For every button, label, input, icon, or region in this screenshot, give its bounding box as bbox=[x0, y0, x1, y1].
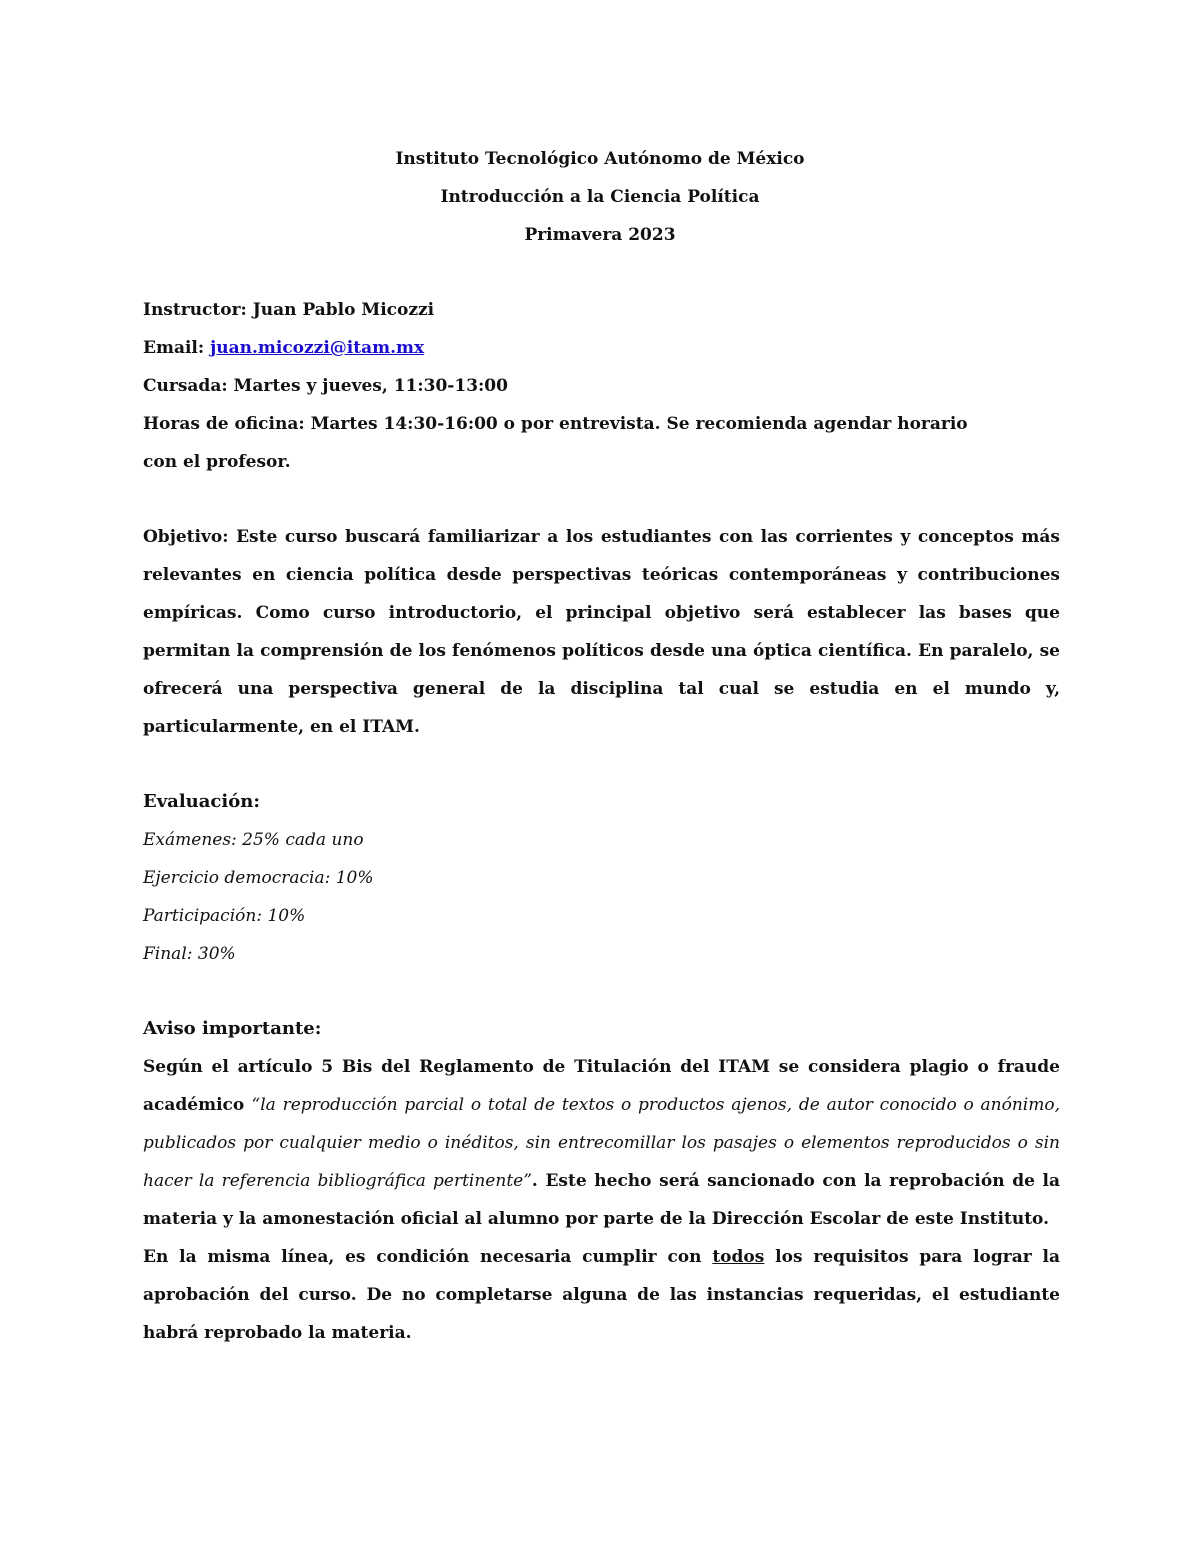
notice-paragraph-2 bbox=[143, 1238, 1060, 1352]
instructor-value: Juan Pablo Micozzi bbox=[246, 300, 435, 320]
email-line bbox=[143, 329, 1060, 367]
objective-paragraph bbox=[143, 518, 1060, 746]
notice-paragraph-1 bbox=[143, 1048, 1060, 1238]
evaluation-item: Final: 30% bbox=[143, 944, 236, 964]
email-link[interactable]: juan.micozzi@itam.mx bbox=[210, 338, 425, 358]
office-hours-value: Martes 14:30-16:00 o por entrevista. Se recomienda agendar horario con el profesor. bbox=[143, 414, 968, 472]
notice-requirement-start: En la misma línea, es condición necesaria cumplir con bbox=[143, 1247, 713, 1267]
notice-emphasis: todos bbox=[712, 1247, 765, 1267]
evaluation-title: Evaluación: bbox=[143, 791, 260, 812]
office-hours-line bbox=[143, 405, 1060, 481]
course-title: Introducción a la Ciencia Política bbox=[440, 187, 760, 207]
office-hours-label: Horas de oficina: bbox=[143, 414, 305, 434]
notice-title: Aviso importante: bbox=[143, 1018, 322, 1039]
notice-quote: “la reproducción parcial o total de textos o productos ajenos, de autor conocido o anónimo, publicados por cualquier medio o inéditos, sin entrecomillar los pasajes o elementos reproducidos o sin hacer la referencia bibliográfica pertinente” bbox=[143, 1095, 1060, 1191]
schedule-label: Cursada: bbox=[143, 376, 228, 396]
notice-intro: Según el artículo 5 Bis del Reglamento de Titulación del ITAM se considera plagio o fraude académico bbox=[143, 1057, 1060, 1115]
instructor-label: Instructor: bbox=[143, 300, 247, 320]
evaluation-item: Exámenes: 25% cada uno bbox=[143, 830, 364, 850]
institution-title: Instituto Tecnológico Autónomo de México bbox=[395, 149, 805, 169]
term-title: Primavera 2023 bbox=[524, 225, 676, 245]
document-header bbox=[140, 140, 1060, 254]
evaluation-item: Ejercicio democracia: 10% bbox=[143, 868, 374, 888]
notice-sanction: . Este hecho será sancionado con la reprobación de la materia y la amonestación oficial al alumno por parte de la Dirección Escolar de este Instituto. bbox=[143, 1171, 1060, 1229]
objective-text: Este curso buscará familiarizar a los estudiantes con las corrientes y conceptos más relevantes en ciencia política desde perspectivas teóricas contemporáneas y contribuciones empíricas. Como curso introductorio, el principal objetivo será establecer las bases que permitan la comprensión de los fenómenos políticos desde una óptica científica. En paralelo, se ofrecerá una perspectiva general de la disciplina tal cual se estudia en el mundo y, particularmente, en el ITAM. bbox=[143, 527, 1060, 737]
notice-requirement-end: los requisitos para lograr la aprobación del curso. De no completarse alguna de las instancias requeridas, el estudiante habrá reprobado la materia. bbox=[143, 1247, 1060, 1343]
objective-label: Objetivo: bbox=[143, 527, 229, 547]
evaluation-item: Participación: 10% bbox=[143, 906, 306, 926]
instructor-line bbox=[143, 291, 1060, 329]
schedule-line bbox=[143, 367, 1060, 405]
schedule-value: Martes y jueves, 11:30-13:00 bbox=[227, 376, 508, 396]
email-label: Email: bbox=[143, 338, 205, 358]
